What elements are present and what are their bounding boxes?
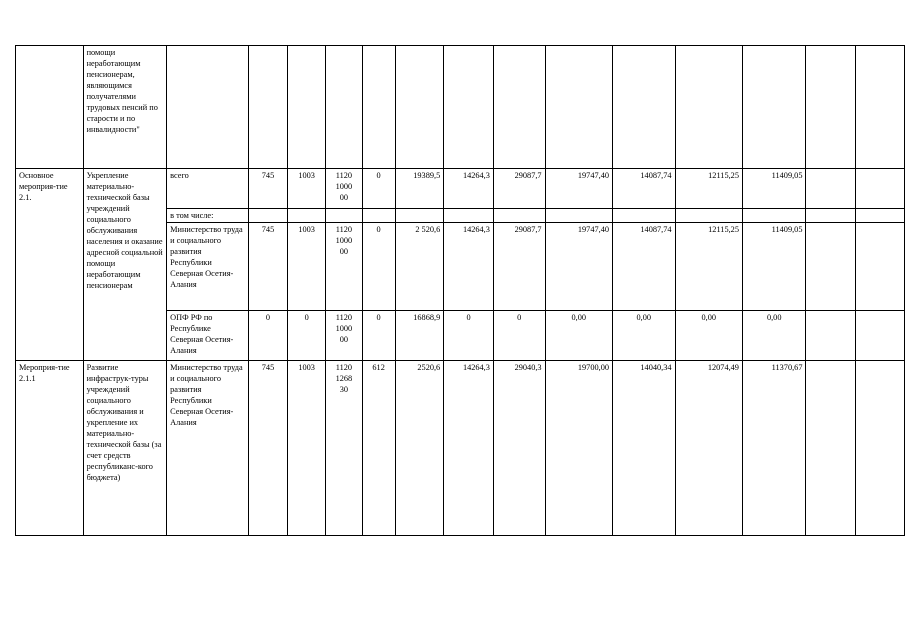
table-row-total bbox=[16, 169, 905, 209]
grbs-cell: 745 bbox=[248, 223, 288, 311]
value-cell: 0 bbox=[444, 311, 494, 361]
rzpr-cell: 1003 bbox=[288, 361, 326, 536]
value-cell: 0,00 bbox=[613, 311, 676, 361]
csr-cell: 1120 1000 00 bbox=[326, 223, 363, 311]
executor-cell: Министерство труда и социального развития Республики Северная Осетия-Алания bbox=[167, 223, 249, 311]
vr-cell: 0 bbox=[362, 223, 395, 311]
csr-cell: 1120 1268 30 bbox=[326, 361, 363, 536]
value-cell: 14087,74 bbox=[613, 169, 676, 209]
value-cell: 2 520,6 bbox=[395, 223, 444, 311]
value-cell: 14087,74 bbox=[613, 223, 676, 311]
value-cell: 19747,40 bbox=[545, 169, 612, 209]
value-cell: 0,00 bbox=[545, 311, 612, 361]
event-label-cell: Основное мероприя-тие 2.1. bbox=[16, 169, 84, 361]
value-cell: 11409,05 bbox=[742, 223, 806, 311]
value-cell: 11409,05 bbox=[742, 169, 806, 209]
value-cell: 29087,7 bbox=[493, 223, 545, 311]
value-cell: 0 bbox=[493, 311, 545, 361]
budget-table bbox=[15, 45, 905, 536]
event-name-cell: Развитие инфраструк-туры учреждений социального обслуживания и укрепление их материально-технической базы (за счет средств республиканс-кого бюджета) bbox=[83, 361, 167, 536]
value-cell: 19389,5 bbox=[395, 169, 444, 209]
event-name-cell: помощи неработающим пенсионерам, являющимся получателями трудовых пенсий по старости и по инвалидности" bbox=[83, 46, 167, 169]
csr-cell: 1120 1000 00 bbox=[326, 169, 363, 209]
executor-cell: всего bbox=[167, 169, 249, 209]
executor-cell: ОПФ РФ по Республике Северная Осетия-Алания bbox=[167, 311, 249, 361]
grbs-cell: 745 bbox=[248, 169, 288, 209]
grbs-cell: 745 bbox=[248, 361, 288, 536]
value-cell: 29040,3 bbox=[493, 361, 545, 536]
rzpr-cell: 1003 bbox=[288, 169, 326, 209]
csr-cell: 1120 1000 00 bbox=[326, 311, 363, 361]
value-cell: 12074,49 bbox=[675, 361, 742, 536]
value-cell: 14264,3 bbox=[444, 223, 494, 311]
value-cell: 11370,67 bbox=[742, 361, 806, 536]
value-cell: 2520,6 bbox=[395, 361, 444, 536]
value-cell: 29087,7 bbox=[493, 169, 545, 209]
table-row-continuation bbox=[16, 46, 905, 169]
vr-cell: 0 bbox=[362, 169, 395, 209]
value-cell: 16868,9 bbox=[395, 311, 444, 361]
value-cell: 19747,40 bbox=[545, 223, 612, 311]
value-cell: 12115,25 bbox=[675, 169, 742, 209]
value-cell: 0,00 bbox=[675, 311, 742, 361]
rzpr-cell: 0 bbox=[288, 311, 326, 361]
executor-cell: в том числе: bbox=[167, 209, 249, 223]
event-label-cell: Мероприя-тие 2.1.1 bbox=[16, 361, 84, 536]
rzpr-cell: 1003 bbox=[288, 223, 326, 311]
executor-cell: Министерство труда и социального развития Республики Северная Осетия-Алания bbox=[167, 361, 249, 536]
value-cell: 0,00 bbox=[742, 311, 806, 361]
value-cell: 14264,3 bbox=[444, 169, 494, 209]
table-row-event-211 bbox=[16, 361, 905, 536]
value-cell: 19700,00 bbox=[545, 361, 612, 536]
value-cell: 14040,34 bbox=[613, 361, 676, 536]
value-cell: 12115,25 bbox=[675, 223, 742, 311]
vr-cell: 612 bbox=[362, 361, 395, 536]
vr-cell: 0 bbox=[362, 311, 395, 361]
event-name-cell: Укрепление материально-технической базы учреждений социального обслуживания населения и оказание адресной социальной помощи неработающим пенсионерам bbox=[83, 169, 167, 361]
grbs-cell: 0 bbox=[248, 311, 288, 361]
value-cell: 14264,3 bbox=[444, 361, 494, 536]
